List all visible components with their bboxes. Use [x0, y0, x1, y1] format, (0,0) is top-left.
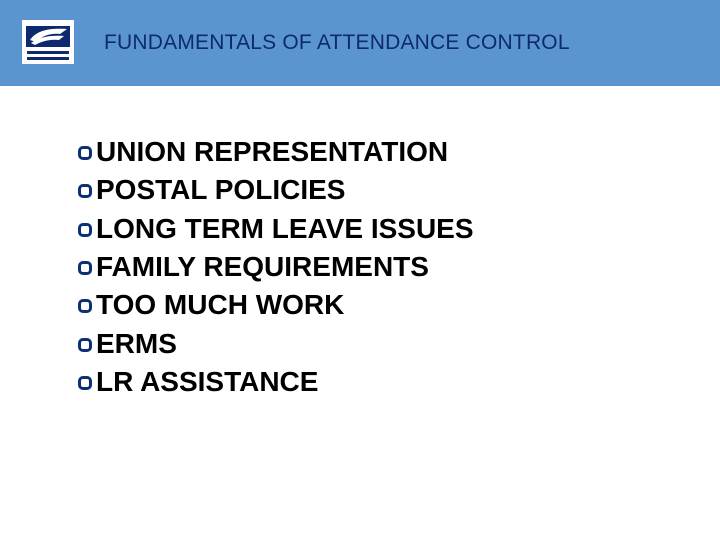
hollow-square-bullet-icon — [78, 146, 92, 160]
hollow-square-bullet-icon — [78, 338, 92, 352]
list-item — [78, 286, 474, 324]
list-item — [78, 210, 474, 248]
hollow-square-bullet-icon — [78, 376, 92, 390]
hollow-square-bullet-icon — [78, 223, 92, 237]
list-item-label: TOO MUCH WORK — [96, 289, 345, 321]
hollow-square-bullet-icon — [78, 261, 92, 275]
header-banner — [0, 0, 720, 86]
list-item-label: FAMILY REQUIREMENTS — [96, 251, 429, 283]
page-title: FUNDAMENTALS OF ATTENDANCE CONTROL — [104, 31, 570, 54]
list-item-label: LONG TERM LEAVE ISSUES — [96, 212, 474, 244]
usps-eagle-logo-icon — [22, 20, 74, 64]
list-item — [78, 324, 474, 362]
list-item — [78, 363, 474, 401]
list-item-label: ERMS — [96, 327, 177, 359]
list-item — [78, 248, 474, 286]
hollow-square-bullet-icon — [78, 299, 92, 313]
list-item-label: LR ASSISTANCE — [96, 365, 319, 397]
list-item-label: POSTAL POLICIES — [96, 174, 346, 206]
list-item — [78, 171, 474, 209]
list-item-label: UNION REPRESENTATION — [96, 136, 449, 168]
list-item — [78, 133, 474, 171]
bullet-list — [78, 133, 474, 401]
hollow-square-bullet-icon — [78, 184, 92, 198]
